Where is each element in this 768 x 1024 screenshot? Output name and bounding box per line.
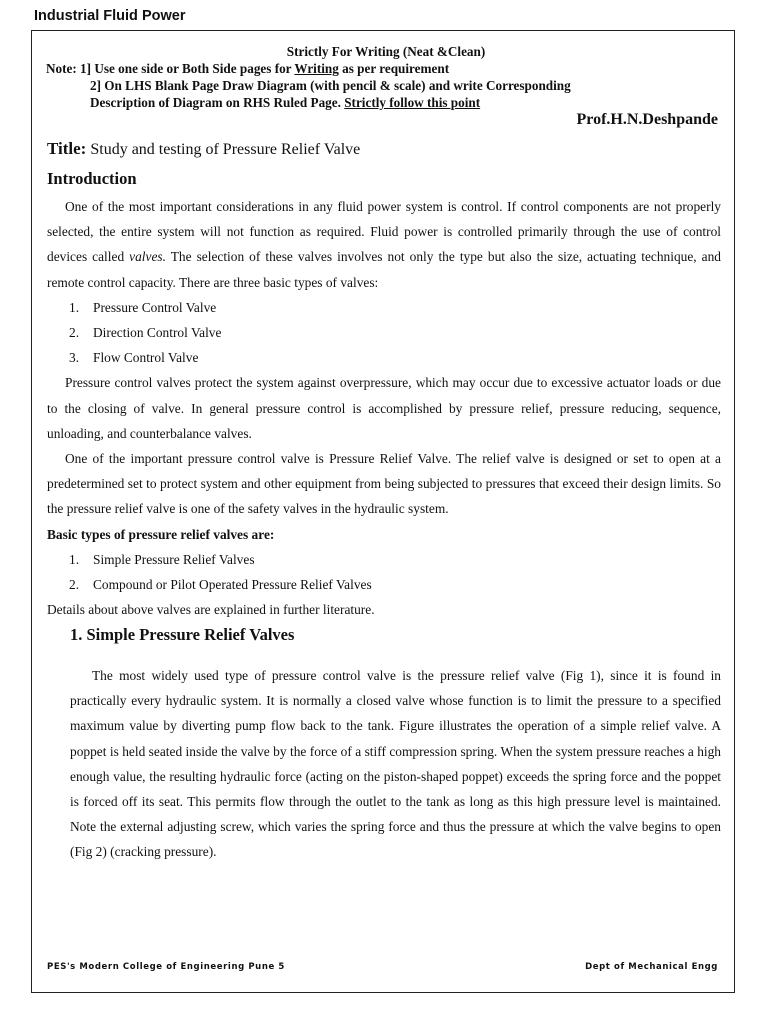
section-1-body xyxy=(70,663,721,865)
intro-p1-text-b: The selection of these valves involves not only the type but also the size, actuating technique, and remote control capacity. There are three basic types of valves: xyxy=(47,249,721,290)
note-line-3 xyxy=(46,94,726,111)
intro-p1-emphasis: valves. xyxy=(129,249,166,265)
list-item-text: Flow Control Valve xyxy=(93,350,199,366)
list-item-text: Compound or Pilot Operated Pressure Relief Valves xyxy=(93,577,372,593)
section-1-heading: 1. Simple Pressure Relief Valves xyxy=(70,625,295,644)
document-title xyxy=(47,139,360,159)
footer-college: PES's Modern College of Engineering Pune 5 xyxy=(47,962,285,972)
list-item-number: 2. xyxy=(69,577,80,593)
page-header-title: Industrial Fluid Power xyxy=(34,8,186,24)
intro-paragraph-3: One of the important pressure control valve is Pressure Relief Valve. The relief valve is designed or set to open at a predetermined set to protect system and other equipment from being subjected to pressures that exceed their design limits. So the pressure relief valve is one of the safety valves in the hydraulic system. xyxy=(47,451,721,517)
list-item-text: Pressure Control Valve xyxy=(93,299,217,315)
list-item-text: Direction Control Valve xyxy=(93,325,222,341)
list-item xyxy=(47,345,721,370)
list-item xyxy=(47,572,721,597)
section-1-paragraph: The most widely used type of pressure control valve is the pressure relief valve (Fig 1), since it is found in practically every hydraulic system. It is normally a closed valve whose function is to limit the pressure to a specified maximum value by diverting pump flow back to the tank. Figure illustrates the operation of a simple relief valve. A poppet is held seated inside the valve by the force of a stiff compression spring. When the system pressure reaches a high enough value, the resulting hydraulic force (acting on the piston-shaped poppet) exceeds the spring force and the poppet is forced off its seat. This permits flow through the outlet to the tank as long as this high pressure level is maintained. Note the external adjusting screw, which varies the spring force and thus the pressure at which the valve begins to open (Fig 2) (cracking pressure). xyxy=(70,668,721,860)
list-item-number: 3. xyxy=(69,350,80,366)
list-item xyxy=(47,547,721,572)
introduction-body xyxy=(47,194,721,622)
list-item-number: 2. xyxy=(69,325,80,341)
footer-department: Dept of Mechanical Engg xyxy=(585,962,718,972)
note-line-1 xyxy=(46,60,726,77)
intro-paragraph-1 xyxy=(47,194,721,295)
basic-types-heading: Basic types of pressure relief valves are: xyxy=(47,526,275,542)
list-item-number: 1. xyxy=(69,551,80,567)
intro-paragraph-2: Pressure control valves protect the system against overpressure, which may occur due to excessive actuator loads or due to the closing of valve. In general pressure control is accomplished by pressure relief, pressure reducing, sequence, unloading, and counterbalance valves. xyxy=(47,375,721,441)
introduction-heading: Introduction xyxy=(47,169,137,188)
details-line: Details about above valves are explained in further literature. xyxy=(47,602,375,618)
note-heading: Strictly For Writing (Neat &Clean) xyxy=(286,44,486,59)
note-line-1-underlined: Writing xyxy=(294,61,339,76)
title-label: Title: xyxy=(47,139,87,158)
note-line-1-text: Note: 1] Use one side or Both Side pages for xyxy=(46,61,295,76)
list-item xyxy=(47,320,721,345)
author-name: Prof.H.N.Deshpande xyxy=(576,111,718,128)
note-line-3-underlined: Strictly follow this point xyxy=(344,95,481,110)
writing-note xyxy=(46,43,726,111)
list-item xyxy=(47,295,721,320)
note-line-3-text: Description of Diagram on RHS Ruled Page. xyxy=(90,95,345,110)
intro-p1-text-a: One of the most important considerations in any fluid power system is control. If control components are not properly selected, the entire system will not function as required. Fluid power is controlled primarily through the use of control devices called xyxy=(47,199,721,265)
note-line-2: 2] On LHS Blank Page Draw Diagram (with pencil & scale) and write Corresponding xyxy=(90,78,571,93)
note-line-1-end: as per requirement xyxy=(338,61,450,76)
list-item-number: 1. xyxy=(69,299,80,315)
title-text: Study and testing of Pressure Relief Valve xyxy=(86,141,361,158)
list-item-text: Simple Pressure Relief Valves xyxy=(93,551,255,567)
